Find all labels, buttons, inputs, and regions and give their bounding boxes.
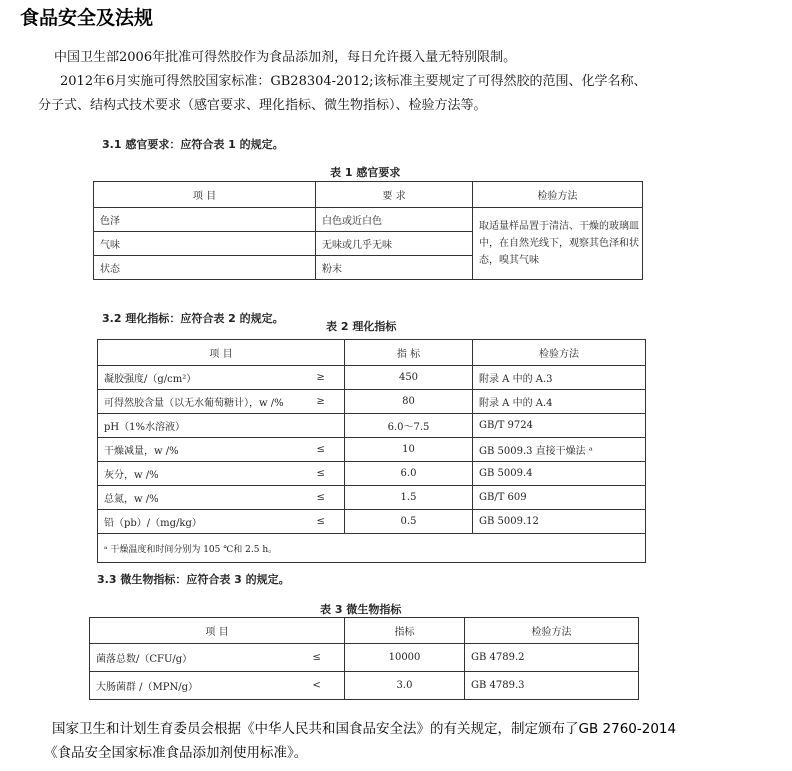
table-2-method: 附录 A 中的 A.3 bbox=[473, 366, 646, 390]
table-3-method: GB 4789.2 bbox=[465, 644, 639, 672]
table-2-value: 80 bbox=[345, 390, 473, 414]
table-1 bbox=[93, 181, 643, 280]
table-3-header-method: 检验方法 bbox=[465, 618, 639, 644]
table-2-header-method: 检验方法 bbox=[473, 340, 646, 366]
table-1-requirement: 无味或几乎无味 bbox=[316, 232, 473, 256]
table-3 bbox=[89, 617, 639, 700]
table-2-item: 干燥减量，w /% bbox=[98, 438, 298, 462]
table-2-method: GB/T 9724 bbox=[473, 414, 646, 438]
table-2-method: GB 5009.3 直接干燥法 ᵃ bbox=[473, 438, 646, 462]
table-2-method: GB/T 609 bbox=[473, 486, 646, 510]
table-1-requirement: 粉末 bbox=[316, 256, 473, 280]
section-3-3-heading: 3.3 微生物指标：应符合表 3 的规定。 bbox=[97, 573, 290, 586]
table-2-symbol: ≥ bbox=[298, 366, 345, 390]
table-2-item: pH（1%水溶液） bbox=[98, 414, 298, 438]
table-2-item: 铅（pb）/（mg/kg） bbox=[98, 510, 298, 534]
table-1-header-requirement: 要 求 bbox=[316, 182, 473, 208]
table-1-header-item: 项 目 bbox=[94, 182, 316, 208]
table-3-item: 菌落总数/（CFU/g） bbox=[90, 644, 290, 672]
table-2-item: 可得然胶含量（以无水葡萄糖计），w /% bbox=[98, 390, 298, 414]
table-1-item: 气味 bbox=[94, 232, 316, 256]
table-2-item: 凝胶强度/（g/cm²） bbox=[98, 366, 298, 390]
table-3-header-index: 指标 bbox=[345, 618, 465, 644]
intro-line-3: 分子式、结构式技术要求（感官要求、理化指标、微生物指标）、检验方法等。 bbox=[38, 98, 487, 113]
intro-line-1: 中国卫生部2006年批准可得然胶作为食品添加剂，每日允许摄入量无特别限制。 bbox=[54, 50, 517, 65]
table-1-caption: 表 1 感官要求 bbox=[330, 166, 401, 179]
section-3-1-heading: 3.1 感官要求：应符合表 1 的规定。 bbox=[102, 138, 284, 151]
table-3-item: 大肠菌群 /（MPN/g） bbox=[90, 672, 290, 700]
table-2-method: GB 5009.4 bbox=[473, 462, 646, 486]
table-3-value: 3.0 bbox=[345, 672, 465, 700]
table-2-symbol bbox=[298, 414, 345, 438]
table-1-item: 状态 bbox=[94, 256, 316, 280]
table-3-caption: 表 3 微生物指标 bbox=[320, 603, 402, 616]
table-2-caption: 表 2 理化指标 bbox=[326, 320, 397, 333]
table-2-method: GB 5009.12 bbox=[473, 510, 646, 534]
table-2-item: 灰分，w /% bbox=[98, 462, 298, 486]
table-1-requirement: 白色或近白色 bbox=[316, 208, 473, 232]
table-2-value: 0.5 bbox=[345, 510, 473, 534]
footer-line-2: 《食品安全国家标准食品添加剂使用标准》。 bbox=[44, 745, 308, 761]
table-2 bbox=[97, 339, 646, 563]
table-3-header-item: 项 目 bbox=[90, 618, 345, 644]
table-2-method: 附录 A 中的 A.4 bbox=[473, 390, 646, 414]
table-2-value: 1.5 bbox=[345, 486, 473, 510]
table-2-value: 450 bbox=[345, 366, 473, 390]
table-2-value: 10 bbox=[345, 438, 473, 462]
table-2-header-item: 项 目 bbox=[98, 340, 345, 366]
table-3-symbol: ≤ bbox=[290, 644, 345, 672]
table-3-value: 10000 bbox=[345, 644, 465, 672]
table-3-method: GB 4789.3 bbox=[465, 672, 639, 700]
table-2-symbol: ≤ bbox=[298, 510, 345, 534]
table-2-header-index: 指 标 bbox=[345, 340, 473, 366]
table-1-method-line: 态，嗅其气味 bbox=[479, 255, 539, 266]
table-1-header-method: 检验方法 bbox=[473, 182, 643, 208]
table-2-symbol: ≤ bbox=[298, 438, 345, 462]
table-2-symbol: ≤ bbox=[298, 462, 345, 486]
intro-line-2: 2012年6月实施可得然胶国家标准：GB28304-2012;该标准主要规定了可得然胶的范围、化学名称、 bbox=[60, 74, 647, 89]
section-3-2-heading: 3.2 理化指标：应符合表 2 的规定。 bbox=[102, 312, 284, 325]
table-1-method-line: 中，在自然光线下，观察其色泽和状 bbox=[479, 238, 639, 249]
footer-line-1: 国家卫生和计划生育委员会根据《中华人民共和国食品安全法》的有关规定，制定颁布了GB 2760-2014 bbox=[52, 721, 677, 737]
table-2-item: 总氮，w /% bbox=[98, 486, 298, 510]
table-1-method-line: 取适量样品置于清洁、干燥的玻璃皿 bbox=[479, 221, 639, 232]
table-1-item: 色泽 bbox=[94, 208, 316, 232]
table-2-value: 6.0～7.5 bbox=[345, 414, 473, 438]
table-2-value: 6.0 bbox=[345, 462, 473, 486]
page-heading: 食品安全及法规 bbox=[20, 7, 154, 29]
table-2-footnote-cell bbox=[98, 534, 646, 563]
table-2-symbol: ≤ bbox=[298, 486, 345, 510]
table-2-symbol: ≥ bbox=[298, 390, 345, 414]
table-1-method-cell bbox=[473, 208, 643, 280]
table-3-symbol: < bbox=[290, 672, 345, 700]
table-2-footnote: ᵃ 干燥温度和时间分别为 105 ℃和 2.5 h。 bbox=[104, 544, 278, 555]
